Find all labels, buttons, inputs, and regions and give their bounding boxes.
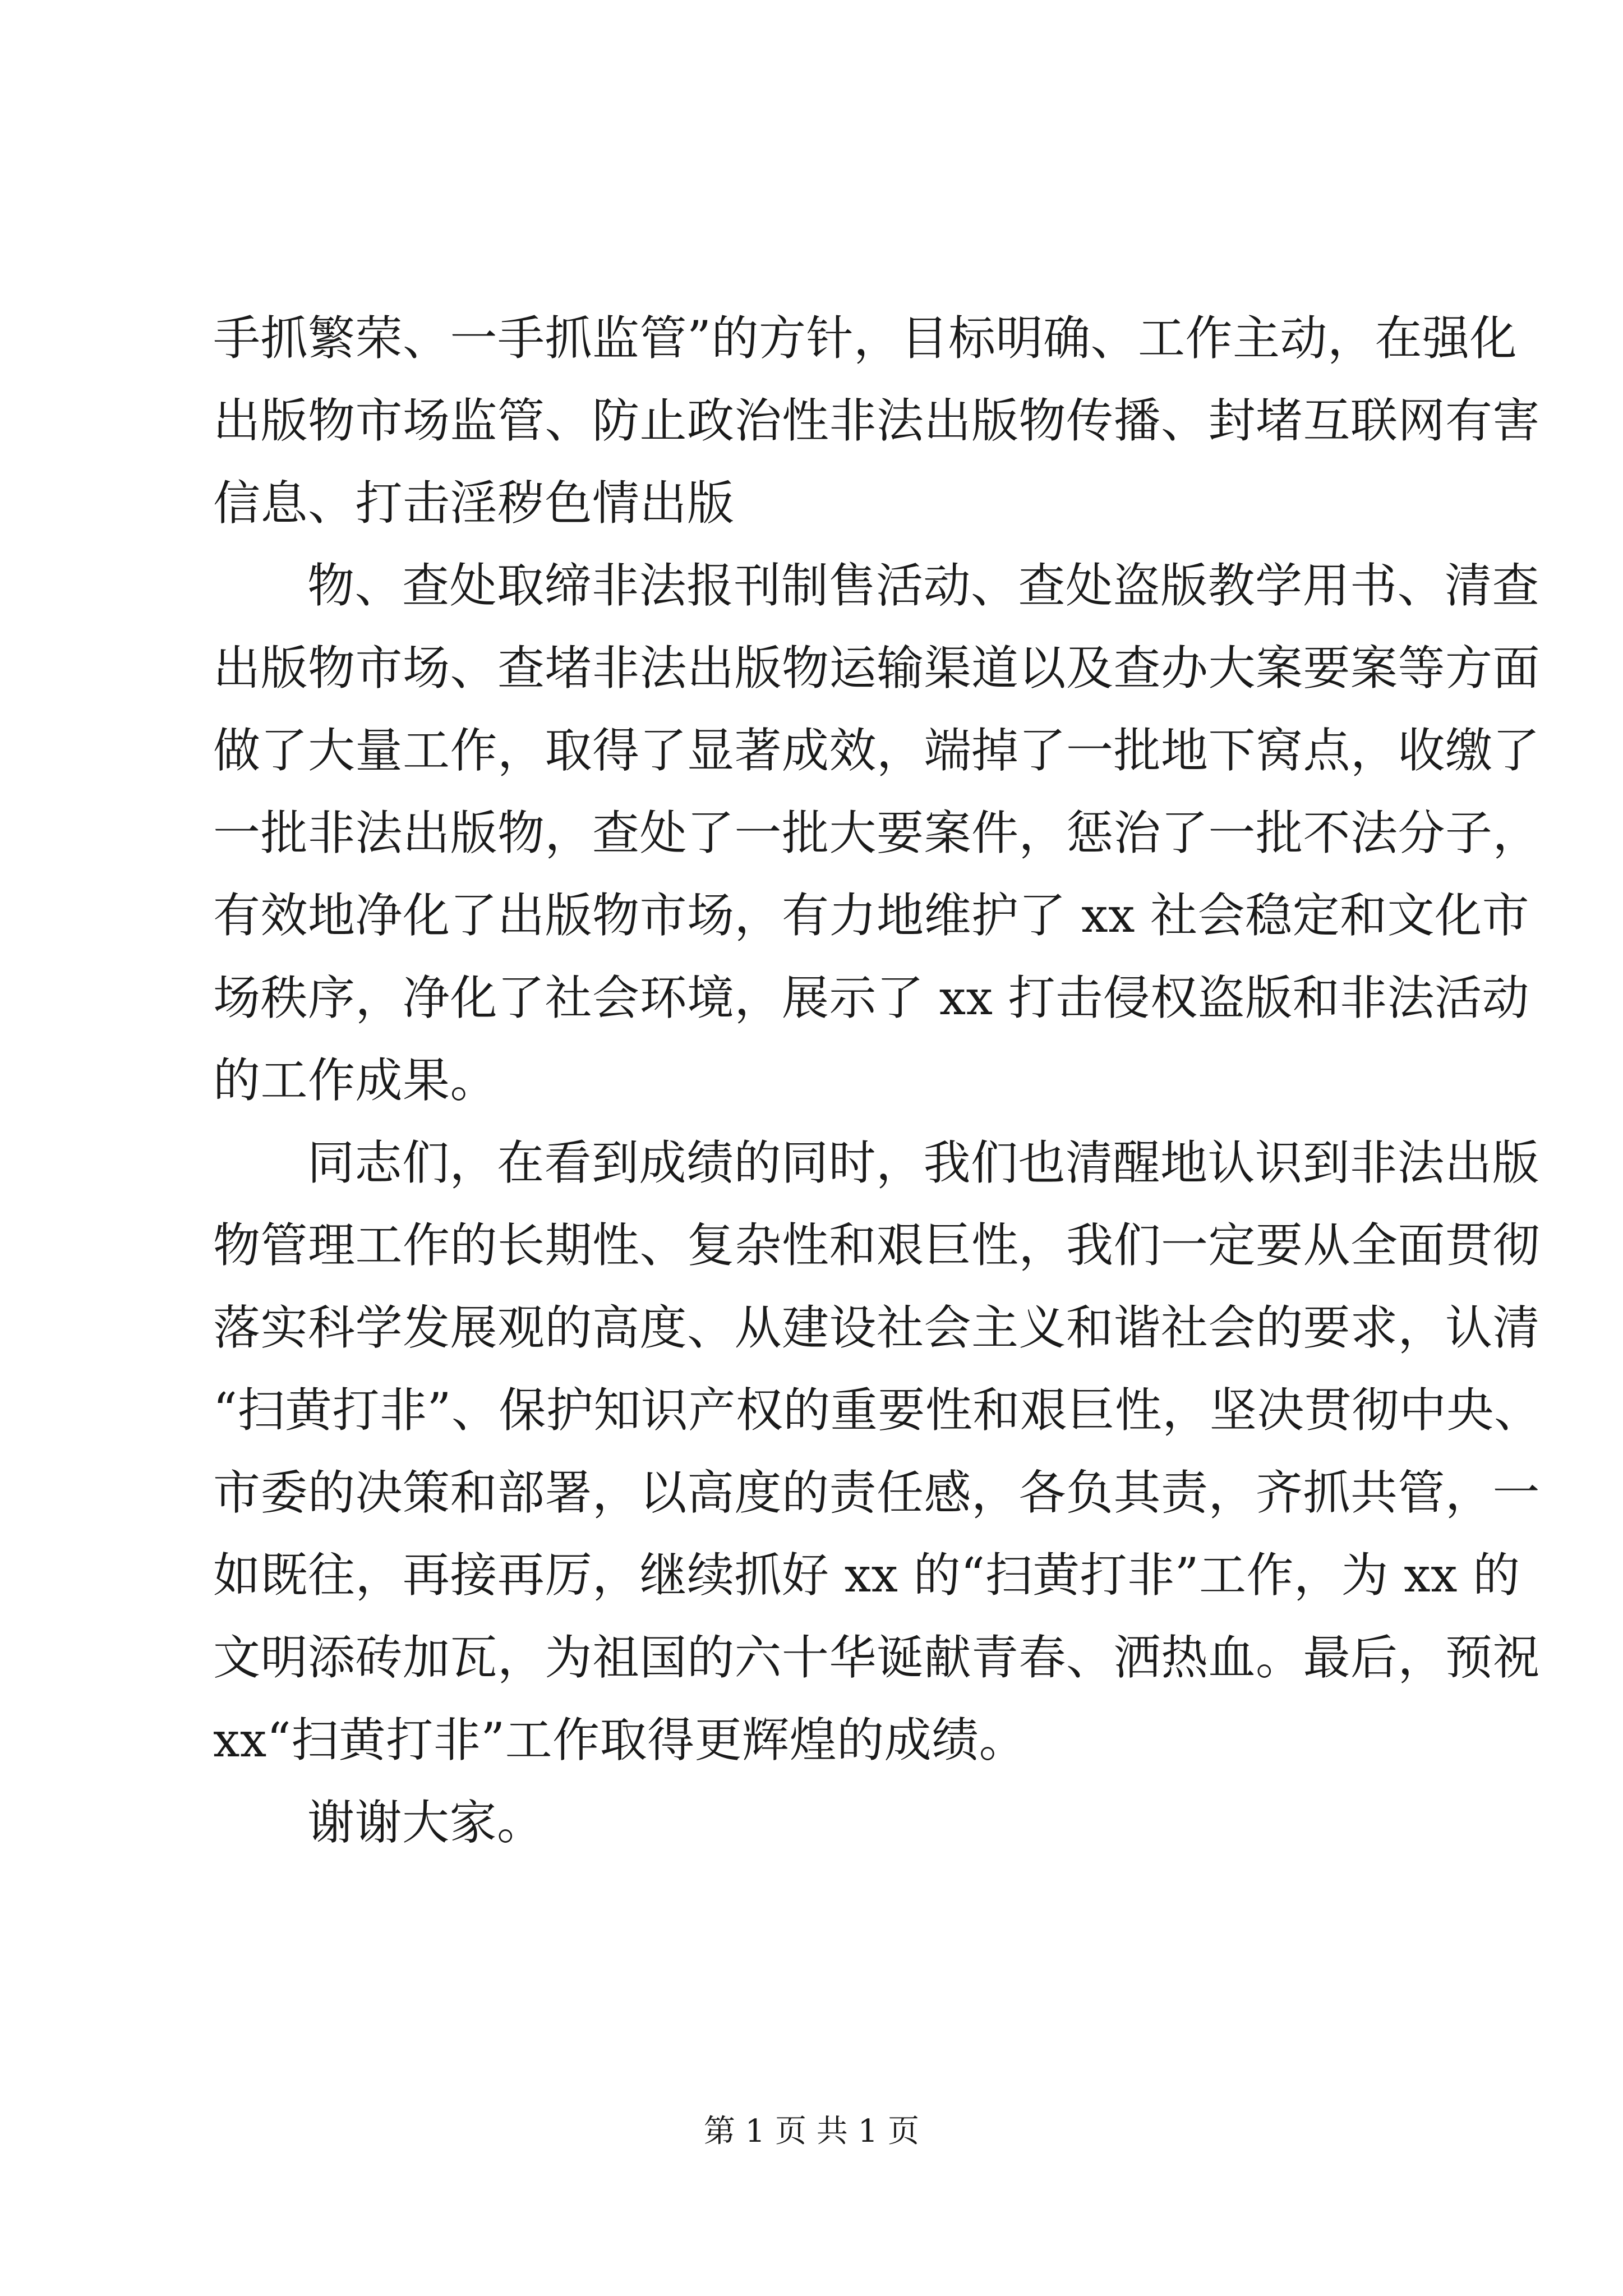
page-number-footer: 第 1 页 共 1 页 — [703, 2113, 920, 2150]
document-body — [213, 297, 1542, 1864]
text-line: 文明添砖加瓦，为祖国的六十华诞献青春、洒热血。最后，预祝 — [213, 1630, 1541, 1685]
text-line: “扫黄打非”、保护知识产权的重要性和艰巨性，坚决贯彻中央、 — [213, 1383, 1542, 1438]
text-line: 场秩序，净化了社会环境，展示了 xx 打击侵权盗版和非法活动 — [213, 970, 1530, 1025]
text-line: 如既往，再接再厉，继续抓好 xx 的“扫黄打非”工作，为 xx 的 — [213, 1548, 1520, 1603]
text-line: 同志们，在看到成绩的同时，我们也清醒地认识到非法出版 — [307, 1135, 1540, 1190]
text-line: 信息、打击淫秽色情出版 — [213, 476, 735, 531]
paragraph-3 — [213, 1122, 1542, 1782]
text-line: 物、查处取缔非法报刊制售活动、查处盗版教学用书、清查 — [307, 558, 1540, 613]
text-line: 出版物市场监管、防止政治性非法出版物传播、封堵互联网有害 — [213, 393, 1541, 448]
paragraph-1 — [213, 297, 1541, 545]
text-line: 有效地净化了出版物市场，有力地维护了 xx 社会稳定和文化市 — [213, 888, 1530, 943]
text-line: 手抓繁荣、一手抓监管”的方针，目标明确、工作主动，在强化 — [213, 311, 1517, 366]
text-line: 市委的决策和部署，以高度的责任感，各负其责，齐抓共管，一 — [213, 1465, 1541, 1520]
paragraph-2 — [213, 545, 1541, 1122]
text-line: 落实科学发展观的高度、从建设社会主义和谐社会的要求，认清 — [213, 1300, 1541, 1355]
text-line: xx“扫黄打非”工作取得更辉煌的成绩。 — [213, 1713, 1027, 1768]
text-line: 出版物市场、查堵非法出版物运输渠道以及查办大案要案等方面 — [213, 641, 1541, 696]
paragraph-4 — [213, 1782, 1419, 1864]
text-line: 的工作成果。 — [213, 1053, 498, 1108]
text-line: 物管理工作的长期性、复杂性和艰巨性，我们一定要从全面贯彻 — [213, 1218, 1541, 1273]
text-line: 做了大量工作，取得了显著成效，端掉了一批地下窝点，收缴了 — [213, 723, 1541, 778]
text-line: 谢谢大家。 — [307, 1795, 545, 1850]
text-line: 一批非法出版物，查处了一批大要案件，惩治了一批不法分子， — [213, 806, 1541, 861]
